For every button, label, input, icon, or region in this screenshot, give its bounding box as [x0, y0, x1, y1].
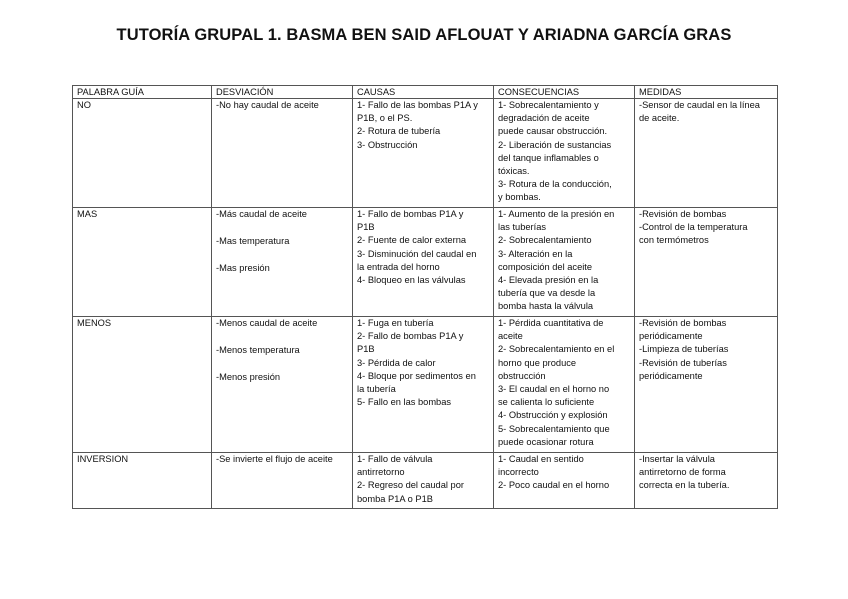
header-medidas: MEDIDAS	[635, 86, 778, 99]
cell-causas: 1- Fuga en tubería 2- Fallo de bombas P1A y P1B 3- Pérdida de calor 4- Bloque por sedimentos en la tubería 5- Fallo en las bombas	[353, 317, 494, 453]
cell-medidas: -Revisión de bombas -Control de la temperatura con termómetros	[635, 208, 778, 317]
cell-causas: 1- Fallo de válvula antirretorno 2- Regreso del caudal por bomba P1A o P1B	[353, 453, 494, 509]
cell-causas: 1- Fallo de las bombas P1A y P1B, o el PS. 2- Rotura de tubería 3- Obstrucción	[353, 99, 494, 208]
cell-causas: 1- Fallo de bombas P1A y P1B 2- Fuente de calor externa 3- Disminución del caudal en la entrada del horno 4- Bloqueo en las válvulas	[353, 208, 494, 317]
cell-medidas: -Revisión de bombas periódicamente -Limpieza de tuberías -Revisión de tuberías periódicamente	[635, 317, 778, 453]
cell-palabra-guia: MENOS	[73, 317, 212, 453]
table-header-row	[73, 86, 778, 99]
header-palabra-guia: PALABRA GUÍA	[73, 86, 212, 99]
cell-desviacion: -No hay caudal de aceite	[212, 99, 353, 208]
cell-palabra-guia: MAS	[73, 208, 212, 317]
table-row	[73, 317, 778, 453]
hazop-table	[72, 85, 778, 509]
document-title: TUTORÍA GRUPAL 1. BASMA BEN SAID AFLOUAT Y ARIADNA GARCÍA GRAS	[116, 26, 732, 44]
cell-medidas: -Insertar la válvula antirretorno de forma correcta en la tubería.	[635, 453, 778, 509]
cell-consecuencias: 1- Pérdida cuantitativa de aceite 2- Sobrecalentamiento en el horno que produce obstrucción 3- El caudal en el horno no se calienta lo suficiente 4- Obstrucción y explosión 5- Sobrecalentamiento que puede ocasionar rotura	[494, 317, 635, 453]
header-consecuencias: CONSECUENCIAS	[494, 86, 635, 99]
header-causas: CAUSAS	[353, 86, 494, 99]
cell-palabra-guia: INVERSION	[73, 453, 212, 509]
cell-palabra-guia: NO	[73, 99, 212, 208]
table-row	[73, 453, 778, 509]
cell-medidas: -Sensor de caudal en la línea de aceite.	[635, 99, 778, 208]
cell-consecuencias: 1- Caudal en sentido incorrecto 2- Poco caudal en el horno	[494, 453, 635, 509]
cell-consecuencias: 1- Sobrecalentamiento y degradación de aceite puede causar obstrucción. 2- Liberación de sustancias del tanque inflamables o tóxicas. 3- Rotura de la conducción, y bombas.	[494, 99, 635, 208]
cell-consecuencias: 1- Aumento de la presión en las tuberías 2- Sobrecalentamiento 3- Alteración en la composición del aceite 4- Elevada presión en la tubería que va desde la bomba hasta la válvula	[494, 208, 635, 317]
table-row	[73, 99, 778, 208]
cell-desviacion: -Menos caudal de aceite -Menos temperatura -Menos presión	[212, 317, 353, 453]
cell-desviacion: -Se invierte el flujo de aceite	[212, 453, 353, 509]
cell-desviacion: -Más caudal de aceite -Mas temperatura -Mas presión	[212, 208, 353, 317]
table-row	[73, 208, 778, 317]
header-desviacion: DESVIACIÓN	[212, 86, 353, 99]
